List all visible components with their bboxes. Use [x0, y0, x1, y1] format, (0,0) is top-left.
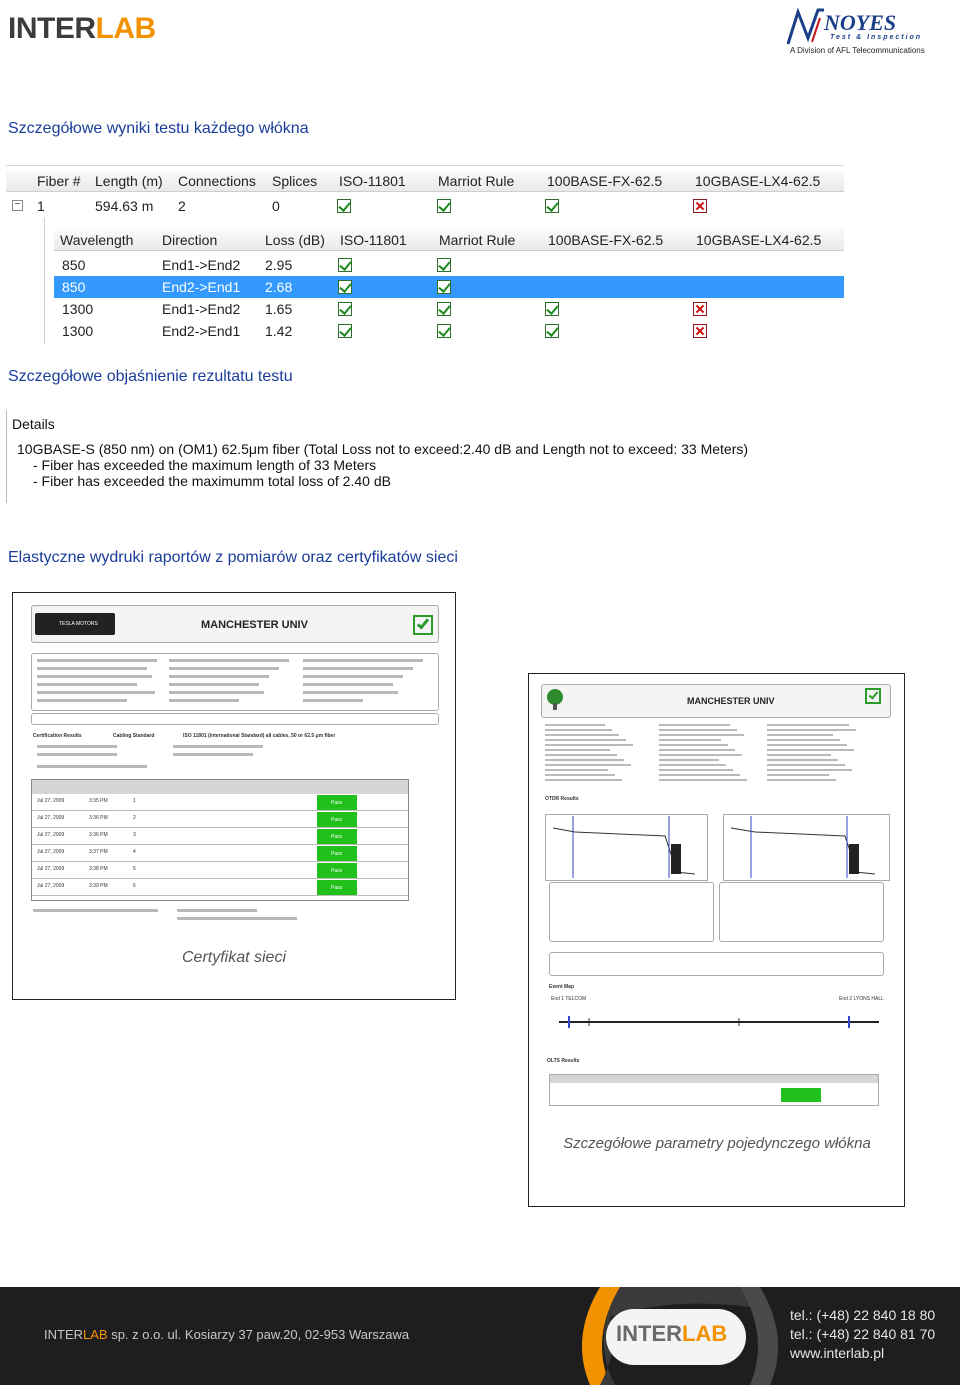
pass-status	[317, 880, 357, 895]
section-title-explanation: Szczegółowe objaśnienie rezultatu testu	[8, 368, 293, 385]
text-placeholder	[659, 724, 730, 726]
fiber-number: 2	[133, 815, 136, 821]
pass-status	[781, 1088, 821, 1102]
text-placeholder	[545, 749, 610, 751]
sub-table-header: Wavelength Direction Loss (dB) ISO-11801 Marriot Rule 100BASE-FX-62.5 10GBASE-LX4-62.5	[54, 229, 844, 251]
footer-phone-1: tel.: (+48) 22 840 18 80	[790, 1307, 936, 1323]
pass-check-icon	[338, 258, 352, 272]
pass-check-icon	[338, 280, 352, 294]
test-time: 3:35 PM	[89, 798, 108, 804]
text-placeholder	[767, 744, 847, 746]
test-time: 3:36 PM	[89, 815, 108, 821]
pass-status	[317, 795, 357, 810]
caption-certificate: Certyfikat sieci	[181, 949, 287, 966]
text-placeholder	[659, 754, 742, 756]
text-placeholder	[767, 754, 831, 756]
test-date: Jul 27, 2009	[37, 849, 65, 855]
text-placeholder	[545, 739, 626, 741]
pass-check-icon	[545, 302, 559, 316]
text-placeholder	[659, 769, 733, 771]
text-placeholder	[767, 764, 845, 766]
table-header: Fiber # Length (m) Connections Splices ISO-11801 Marriot Rule 100BASE-FX-62.5 10GBASE-LX4-62.5	[6, 170, 844, 192]
text-placeholder	[767, 769, 852, 771]
fiber-number: 1	[133, 798, 136, 804]
text-placeholder	[659, 774, 740, 776]
test-date: Jul 27, 2009	[37, 815, 65, 821]
text-placeholder	[767, 729, 856, 731]
pass-check-icon	[437, 324, 451, 338]
pass-check-icon	[413, 615, 433, 635]
fiber-number: 4	[133, 849, 136, 855]
text-placeholder	[545, 779, 622, 781]
table-row[interactable]: 1300 End1->End2 1.65	[54, 298, 844, 320]
otdr-trace-chart	[545, 814, 891, 882]
text-placeholder	[659, 759, 719, 761]
pass-check-icon	[437, 258, 451, 272]
pass-label: Pass	[331, 800, 343, 806]
details-title: Details	[12, 416, 55, 432]
company-logo-icon	[545, 688, 565, 710]
footer-phone-2: tel.: (+48) 22 840 81 70	[790, 1326, 936, 1342]
text-placeholder	[545, 759, 624, 761]
text-placeholder	[545, 774, 615, 776]
text-placeholder	[545, 754, 617, 756]
noyes-logo: NOYES Test & Inspection A Division of AFL Telecommunications	[784, 6, 934, 56]
pass-check-icon	[437, 280, 451, 294]
fiber-number: 3	[133, 832, 136, 838]
pass-status	[317, 829, 357, 844]
text-placeholder	[659, 734, 744, 736]
footer-website-link[interactable]: www.interlab.pl	[790, 1345, 885, 1361]
site-name: MANCHESTER UNIV	[687, 696, 775, 706]
test-time: 3:38 PM	[89, 866, 108, 872]
text-placeholder	[659, 779, 747, 781]
text-placeholder	[545, 764, 631, 766]
text-placeholder	[767, 759, 838, 761]
text-placeholder	[767, 734, 833, 736]
test-time: 3:36 PM	[89, 832, 108, 838]
company-logo: TESLA MOTORS	[35, 613, 115, 635]
fiber-number: 6	[133, 883, 136, 889]
noyes-n-icon	[784, 8, 828, 48]
fail-x-icon	[693, 199, 707, 213]
row-divider	[32, 844, 408, 845]
text-placeholder	[659, 729, 737, 731]
fail-x-icon	[693, 302, 707, 316]
fail-x-icon	[693, 324, 707, 338]
text-placeholder	[545, 724, 605, 726]
text-placeholder	[767, 749, 854, 751]
text-placeholder	[545, 734, 619, 736]
footer	[0, 1287, 960, 1385]
row-divider	[32, 878, 408, 879]
pass-label: Pass	[331, 868, 343, 874]
site-name: MANCHESTER UNIV	[201, 619, 308, 631]
collapse-icon[interactable]: −	[12, 200, 23, 211]
test-date: Jul 27, 2009	[37, 866, 65, 872]
fiber-results-table	[6, 165, 844, 343]
pass-label: Pass	[331, 885, 343, 891]
footer-logo: INTERLAB	[616, 1321, 728, 1346]
text-placeholder	[659, 764, 726, 766]
fiber-number: 5	[133, 866, 136, 872]
caption-fiber-parameters: Szczegółowe parametry pojedynczego włókna	[563, 1135, 871, 1152]
pass-check-icon	[338, 302, 352, 316]
pass-check-icon	[545, 324, 559, 338]
table-row[interactable]: 850 End1->End2 2.95	[54, 254, 844, 276]
text-placeholder	[767, 724, 849, 726]
event-map-line	[559, 1014, 879, 1034]
table-row[interactable]: 1300 End2->End1 1.42	[54, 320, 844, 342]
test-date: Jul 27, 2009	[37, 798, 65, 804]
text-placeholder	[659, 744, 728, 746]
text-placeholder	[545, 769, 608, 771]
text-placeholder	[659, 739, 721, 741]
table-row[interactable]: − 1 594.63 m 2 0	[6, 195, 844, 217]
pass-check-icon	[437, 199, 451, 213]
details-panel: Details 10GBASE-S (850 nm) on (OM1) 62.5μm fiber (Total Loss not to exceed:2.40 dB and Length not to exceed: 33 Meters) - Fiber has exceeded the maximum length of 33 Meters - Fiber has exceeded the maximumm total loss of 2.40 dB	[6, 410, 736, 503]
pass-status	[317, 846, 357, 861]
text-placeholder	[767, 779, 836, 781]
text-placeholder	[545, 729, 612, 731]
table-row-selected[interactable]: 850 End2->End1 2.68	[54, 276, 844, 298]
text-placeholder	[767, 774, 829, 776]
pass-status	[317, 863, 357, 878]
pass-check-icon	[437, 302, 451, 316]
test-time: 3:39 PM	[89, 883, 108, 889]
fiber-parameters-report: MANCHESTER UNIV OTDR Results Event Map End 1 TELCOM End 2 LYONS HALL OLTS Results Szczegółowe parametry pojedynczego włókna	[528, 673, 905, 1207]
pass-label: Pass	[331, 834, 343, 840]
text-placeholder	[767, 739, 840, 741]
pass-check-icon	[545, 199, 559, 213]
section-title-results: Szczegółowe wyniki testu każdego włókna	[8, 120, 309, 137]
pass-check-icon	[337, 199, 351, 213]
footer-address: INTERLAB sp. z o.o. ul. Kosiarzy 37 paw.20, 02-953 Warszawa	[44, 1327, 410, 1342]
row-divider	[32, 827, 408, 828]
network-certificate: TESLA MOTORS MANCHESTER UNIV Certification Results Cabling Standard ISO 11801 (International Standard) all cables, 50 or 62.5 μm fiber Jul 27, 2009 3:35 PM 1 Pass Jul 27, 2009 3:36 PM 2 Pass Jul 27, 2009 3:36 PM 3 Pass Jul 27, 2009 3:37 PM 4 Pass Jul 27, 2009 3:38 PM 5 Pass Jul 27, 2009 3:39 PM 6 Pass Certyfikat sieci	[12, 592, 456, 1000]
pass-check-icon	[865, 688, 881, 704]
test-date: Jul 27, 2009	[37, 832, 65, 838]
pass-check-icon	[338, 324, 352, 338]
section-title-reports: Elastyczne wydruki raportów z pomiarów oraz certyfikatów sieci	[8, 549, 458, 566]
row-divider	[32, 895, 408, 896]
row-divider	[32, 861, 408, 862]
interlab-logo: INTERLAB	[8, 12, 156, 45]
pass-label: Pass	[331, 817, 343, 823]
test-date: Jul 27, 2009	[37, 883, 65, 889]
text-placeholder	[545, 744, 633, 746]
row-divider	[32, 810, 408, 811]
pass-status	[317, 812, 357, 827]
text-placeholder	[659, 749, 735, 751]
test-time: 3:37 PM	[89, 849, 108, 855]
pass-label: Pass	[331, 851, 343, 857]
